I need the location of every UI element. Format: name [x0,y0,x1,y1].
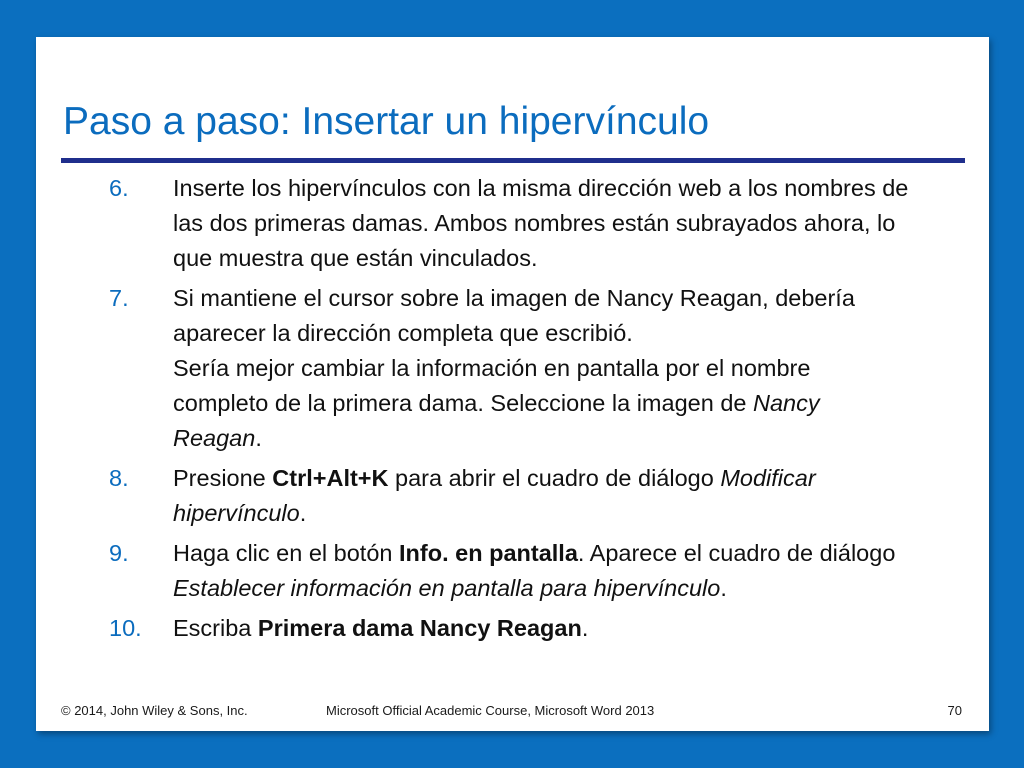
step-italic-text: Nancy Reagan [173,390,820,451]
step-text-segment: Escriba [173,615,258,641]
footer [36,699,989,721]
step-number: 9. [109,540,129,566]
step-item [109,281,909,456]
course-title: Microsoft Official Academic Course, Microsoft Word 2013 [326,703,655,718]
step-text-segment: para abrir el cuadro de diálogo [388,465,721,491]
title-underline [61,158,965,163]
step-bold-text: Info. en pantalla [399,540,578,566]
step-number: 6. [109,175,129,201]
step-text-segment: . [581,615,589,641]
step-text-segment: Haga clic en el botón [173,540,400,566]
step-text-segment: Si mantiene el cursor sobre la imagen de Nancy Reagan, debería aparecer la dirección completa que escribió. [173,285,855,346]
step-text [173,285,855,451]
step-text-segment: Sería mejor cambiar la información en pantalla por el nombre completo de la primera dama. Seleccione la imagen de [173,355,811,416]
steps-list [109,171,909,651]
copyright-text: © 2014, John Wiley & Sons, Inc. [61,703,248,718]
step-item [109,171,909,276]
step-number: 7. [109,285,129,311]
step-item [109,536,909,606]
step-text-segment: . Aparece el cuadro de diálogo [577,540,896,566]
step-item [109,611,909,646]
slide-title: Paso a paso: Insertar un hipervínculo [63,100,710,143]
step-text [173,175,908,271]
step-bold-text: Primera dama Nancy Reagan [257,615,582,641]
step-italic-text: Modificar hipervínculo [173,465,816,526]
step-text [173,615,588,641]
step-bold-text: Ctrl+Alt+K [272,465,389,491]
slide [36,37,989,731]
step-number: 10. [109,615,142,641]
step-text [173,465,816,526]
step-text-segment: . [255,425,262,451]
step-text-segment: Presione [173,465,273,491]
step-number: 8. [109,465,129,491]
step-text-segment: . [720,575,727,601]
step-text-segment: . [299,500,307,526]
step-text [173,540,895,601]
step-item [109,461,909,531]
step-text-segment: Inserte los hipervínculos con la misma dirección web a los nombres de las dos primeras damas. Ambos nombres están subrayados ahora, lo que muestra que están vinculados. [173,175,909,271]
page-number: 70 [947,703,962,718]
step-italic-text: Establecer información en pantalla para hipervínculo [173,575,721,601]
